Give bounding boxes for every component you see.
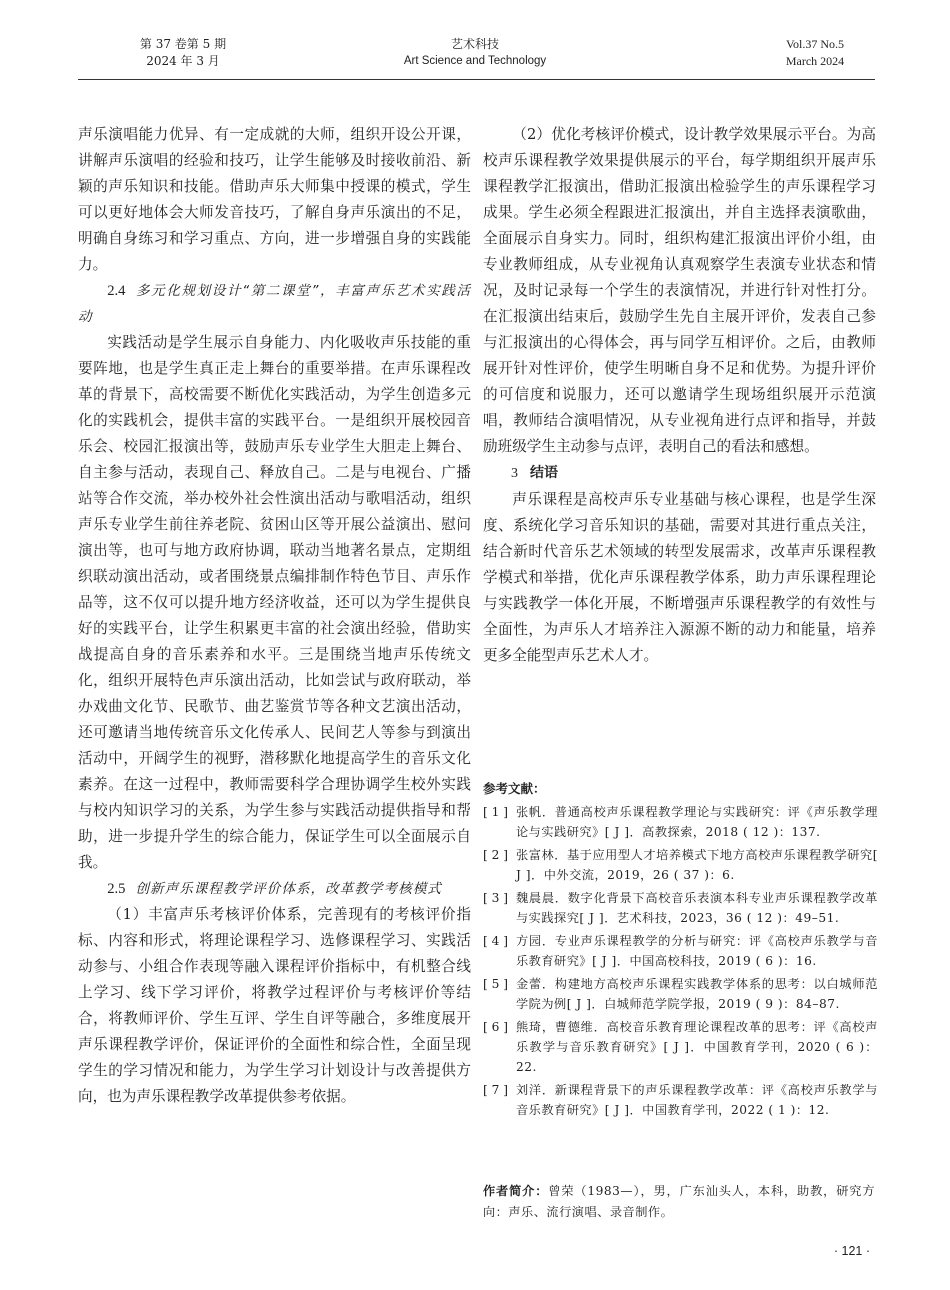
reference-text: 张帆．普通高校声乐课程教学理论与实践研究：评《声乐教学理论与实践研究》[ J ]．高教探索，2018 ( 12 )：137. [516, 805, 878, 839]
reference-number: [ 3 ] [483, 891, 509, 905]
left-column [78, 122, 471, 1110]
header-date-en: March 2024 [785, 54, 845, 68]
reference-item [483, 1017, 878, 1077]
section-title: 创新声乐课程教学评价体系，改革教学考核模式 [135, 881, 442, 897]
author-bio-label: 作者简介： [483, 1184, 549, 1198]
section-title: 结语 [530, 465, 558, 481]
section-heading-3 [483, 460, 876, 487]
header-journal-en: Art Science and Technology [403, 55, 547, 67]
header-date-cn: 2024 年 3 月 [146, 54, 220, 68]
reference-text: 魏晨晨．数字化背景下高校音乐表演本科专业声乐课程教学改革与实践探究[ J ]．艺术科技，2023，36 ( 12 )：49–51. [516, 891, 878, 925]
header-journal [375, 36, 575, 80]
paragraph-practice: 实践活动是学生展示自身能力、内化吸收声乐技能的重要阵地，也是学生真正走上舞台的重要举措。在声乐课程改革的背景下，高校需要不断优化实践活动，为学生创造多元化的实践机会，提供丰富的实践平台。一是组织开展校园音乐会、校园汇报演出等，鼓励声乐专业学生大胆走上舞台、自主参与活动，表现自己、释放自己。二是与电视台、广播站等合作交流，举办校外社会性演出活动与歌唱活动，组织声乐专业学生前往养老院、贫困山区等开展公益演出、慰问演出等，也可与地方政府协调，联动当地著名景点，定期组织联动演出活动，或者围绕景点编排制作特色节目、声乐作品等，这不仅可以提升地方经济收益，还可以为学生提供良好的实践平台，让学生积累更丰富的社会演出经验，借助实战提高自身的音乐素养和水平。三是围绕当地声乐传统文化，组织开展特色声乐演出活动，比如尝试与政府联动，举办戏曲文化节、民歌节、曲艺鉴赏节等各种文艺演出活动，还可邀请当地传统音乐文化传承人、民间艺人等参与到演出活动中，开阔学生的视野，潜移默化地提高学生的音乐文化素养。在这一过程中，教师需要科学合理协调学生校外实践与校内知识学习的关系，为学生参与实践活动提供指导和帮助，进一步提升学生的综合能力，保证学生可以全面展示自我。 [78, 334, 471, 871]
reference-number: [ 4 ] [483, 934, 509, 948]
reference-text: 刘洋．新课程背景下的声乐课程教学改革：评《高校声乐教学与音乐教育研究》[ J ]．中国教育学刊，2022 ( 1 )：12. [516, 1083, 878, 1117]
header-volume-cn: 第 37 卷第 5 期 [139, 37, 227, 51]
reference-number: [ 1 ] [483, 805, 509, 819]
references [483, 780, 878, 1123]
reference-text: 方园．专业声乐课程教学的分析与研究：评《高校声乐教学与音乐教育研究》[ J ]．中国高校科技，2019 ( 6 )：16. [516, 934, 878, 968]
page-number: · 121 · [833, 1244, 870, 1258]
paragraph-conclusion: 声乐课程是高校声乐专业基础与核心课程，也是学生深度、系统化学习音乐知识的基础，需要对其进行重点关注，结合新时代音乐艺术领域的转型发展需求，改革声乐课程教学模式和举措，优化声乐课程教学体系，助力声乐课程理论与实践教学一体化开展，不断增强声乐课程教学的有效性与全面性，为声乐人才培养注入源源不断的动力和能量，培养更多全能型声乐艺术人才。 [483, 491, 876, 664]
paragraph-masterclass: 声乐演唱能力优异、有一定成就的大师，组织开设公开课，讲解声乐演唱的经验和技巧，让学生能够及时接收前沿、新颖的声乐知识和技能。借助声乐大师集中授课的模式，学生可以更好地体会大师发音技巧，了解自身声乐演出的不足，明确自身练习和学习重点、方向，进一步增强自身的实践能力。 [78, 126, 471, 273]
section-number: 2.5 [107, 881, 126, 897]
header-issue-cn [108, 36, 258, 80]
reference-item [483, 974, 878, 1014]
reference-text: 金蕾．构建地方高校声乐课程实践教学体系的思考：以白城师范学院为例[ J ]．白城师范学院学报，2019 ( 9 )：84–87. [516, 977, 878, 1011]
reference-text: 张富林．基于应用型人才培养模式下地方高校声乐课程教学研究[ J ]．中外交流，2019，26 ( 37 )：6. [516, 848, 878, 882]
reference-item [483, 802, 878, 842]
section-number: 2.4 [107, 283, 126, 299]
section-heading-2-5 [78, 876, 471, 902]
reference-item [483, 931, 878, 971]
header-journal-cn: 艺术科技 [450, 37, 499, 51]
right-column [483, 122, 876, 669]
paragraph-evaluation-2: （2）优化考核评价模式，设计教学效果展示平台。为高校声乐课程教学效果提供展示的平台，每学期组织开展声乐课程教学汇报演出，借助汇报演出检验学生的声乐课程学习成果。学生必须全程跟进汇报演出，并自主选择表演歌曲，全面展示自身实力。同时，组织构建汇报演出评价小组，由专业教师组成，从专业视角认真观察学生表演专业状态和情况，及时记录每一个学生的表演情况，并进行针对性打分。在汇报演出结束后，鼓励学生先自主展开评价，发表自己参与汇报演出的心得体会，再与同学互相评价。之后，由教师展开针对性评价，使学生明晰自身不足和优势。为提升评价的可信度和说服力，还可以邀请学生现场组织展开示范演唱，教师结合演唱情况，从专业视角进行点评和指导，并鼓励班级学生主动参与点评，表明自己的看法和感想。 [483, 126, 876, 455]
reference-item [483, 1080, 878, 1120]
paragraph-evaluation-1: （1）丰富声乐考核评价体系，完善现有的考核评价指标、内容和形式，将理论课程学习、选修课程学习、实践活动参与、小组合作表现等融入课程评价指标中，有机整合线上学习、线下学习评价，将教学过程评价与考核评价等结合，将教师评价、学生互评、学生自评等融合，多维度展开声乐课程教学评价，保证评价的全面性和综合性，全面呈现学生的学习情况和能力，为学生学习计划设计与改善提供方向，也为声乐课程教学改革提供参考依据。 [78, 906, 471, 1105]
header-issue-en [760, 36, 870, 80]
reference-number: [ 5 ] [483, 977, 509, 991]
section-title: 多元化规划设计“第二课堂”，丰富声乐艺术实践活动 [78, 283, 471, 325]
section-number: 3 [511, 466, 518, 481]
author-bio-text: 曾荣（1983—），男，广东汕头人，本科，助教，研究方向：声乐、流行演唱、录音制作。 [483, 1184, 876, 1219]
reference-item [483, 845, 878, 885]
header-volume-en: Vol.37 No.5 [785, 37, 845, 51]
reference-number: [ 2 ] [483, 848, 509, 862]
reference-item [483, 888, 878, 928]
header-rule [78, 79, 875, 80]
section-heading-2-4 [78, 278, 471, 330]
reference-number: [ 7 ] [483, 1083, 509, 1097]
references-title: 参考文献： [483, 781, 546, 796]
reference-number: [ 6 ] [483, 1020, 509, 1034]
reference-text: 熊琦，曹德维．高校音乐教育理论课程改革的思考：评《高校声乐教学与音乐教育研究》[ J ]．中国教育学刊，2020 ( 6 )：22. [516, 1020, 878, 1074]
author-bio [483, 1181, 875, 1223]
